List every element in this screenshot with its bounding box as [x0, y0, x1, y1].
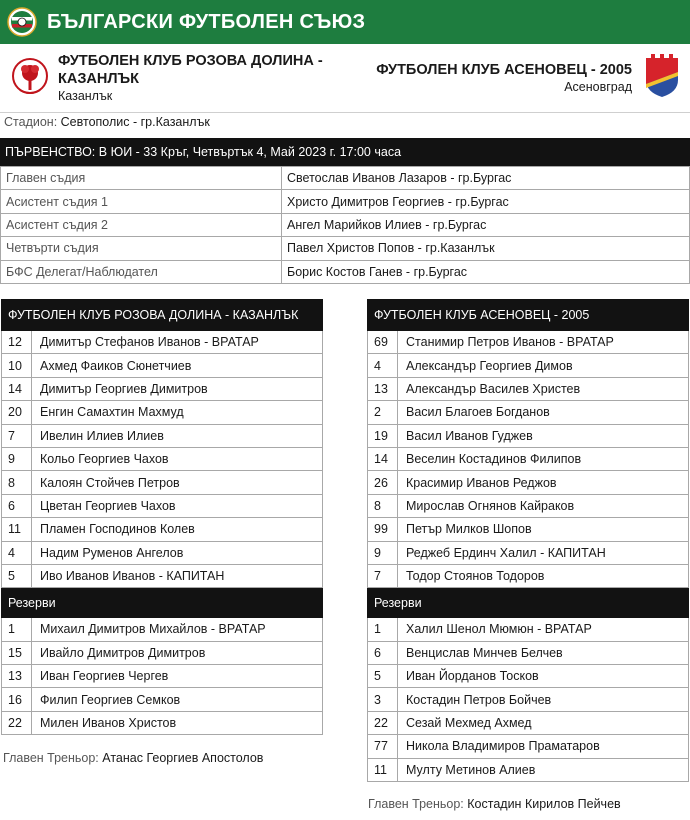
stadium-line: [0, 112, 690, 132]
player-name: Цветан Георгиев Чахов: [32, 494, 323, 517]
official-role: Главен съдия: [1, 167, 282, 190]
official-name: Борис Костов Ганев - гр.Бургас: [282, 260, 690, 283]
player-name: Димитър Георгиев Димитров: [32, 377, 323, 400]
player-name: Михаил Димитров Михайлов - ВРАТАР: [32, 618, 323, 641]
official-row: [1, 167, 690, 190]
away-coach: [368, 797, 621, 811]
player-name: Васил Благоев Богданов: [398, 401, 689, 424]
officials-table: [0, 166, 690, 284]
player-number: 22: [368, 711, 398, 734]
official-role: Асистент съдия 1: [1, 190, 282, 213]
player-name: Никола Владимиров Праматаров: [398, 735, 689, 758]
player-number: 6: [2, 494, 32, 517]
away-reserves-header-row: [368, 588, 689, 618]
home-lineup-table: [1, 299, 323, 735]
player-number: 99: [368, 518, 398, 541]
federation-header: [0, 0, 690, 44]
player-row: [2, 564, 323, 587]
player-row: [2, 494, 323, 517]
player-row: [368, 401, 689, 424]
reserve-row: [2, 641, 323, 664]
federation-title: БЪЛГАРСКИ ФУТБОЛЕН СЪЮЗ: [47, 10, 366, 33]
official-row: [1, 190, 690, 213]
player-row: [2, 401, 323, 424]
player-row: [2, 377, 323, 400]
player-name: Веселин Костадинов Филипов: [398, 447, 689, 470]
player-row: [2, 541, 323, 564]
player-row: [2, 354, 323, 377]
player-number: 15: [2, 641, 32, 664]
player-row: [2, 447, 323, 470]
official-name: Светослав Иванов Лазаров - гр.Бургас: [282, 167, 690, 190]
player-name: Ахмед Фаиков Сюнетчиев: [32, 354, 323, 377]
player-number: 5: [2, 564, 32, 587]
player-number: 8: [368, 494, 398, 517]
reserve-row: [2, 711, 323, 734]
official-name: Христо Димитров Георгиев - гр.Бургас: [282, 190, 690, 213]
away-lineup-table: [367, 299, 689, 782]
player-name: Иван Йорданов Тосков: [398, 665, 689, 688]
player-number: 16: [2, 688, 32, 711]
player-row: [368, 377, 689, 400]
player-number: 5: [368, 665, 398, 688]
official-row: [1, 260, 690, 283]
player-number: 4: [368, 354, 398, 377]
player-name: Иво Иванов Иванов - КАПИТАН: [32, 564, 323, 587]
stadium-label: Стадион:: [4, 115, 58, 129]
reserve-row: [2, 665, 323, 688]
player-name: Тодор Стоянов Тодоров: [398, 564, 689, 587]
player-name: Кольо Георгиев Чахов: [32, 447, 323, 470]
player-name: Александър Георгиев Димов: [398, 354, 689, 377]
home-team-header-row: [2, 300, 323, 331]
home-coach-label: Главен Треньор:: [3, 751, 99, 765]
player-row: [368, 564, 689, 587]
player-name: Венцислав Минчев Белчев: [398, 641, 689, 664]
player-number: 11: [368, 758, 398, 781]
away-team-title: ФУТБОЛЕН КЛУБ АСЕНОВЕЦ - 2005: [368, 300, 689, 331]
reserve-row: [368, 711, 689, 734]
reserve-row: [368, 735, 689, 758]
player-name: Пламен Господинов Колев: [32, 518, 323, 541]
reserve-row: [368, 688, 689, 711]
player-number: 6: [368, 641, 398, 664]
official-name: Ангел Марийков Илиев - гр.Бургас: [282, 213, 690, 236]
reserves-label: Резерви: [368, 588, 689, 618]
player-number: 22: [2, 711, 32, 734]
player-name: Васил Иванов Гуджев: [398, 424, 689, 447]
player-number: 9: [2, 447, 32, 470]
home-coach: [3, 751, 263, 765]
player-name: Ивелин Илиев Илиев: [32, 424, 323, 447]
home-reserves-header-row: [2, 588, 323, 618]
away-team-header-row: [368, 300, 689, 331]
official-role: Четвърти съдия: [1, 237, 282, 260]
player-row: [368, 331, 689, 354]
player-number: 7: [368, 564, 398, 587]
player-number: 20: [2, 401, 32, 424]
player-name: Петър Милков Шопов: [398, 518, 689, 541]
player-name: Мирослав Огнянов Кайраков: [398, 494, 689, 517]
player-row: [2, 518, 323, 541]
reserve-row: [368, 641, 689, 664]
home-coach-name: Атанас Георгиев Апостолов: [102, 751, 264, 765]
home-team-name: ФУТБОЛЕН КЛУБ РОЗОВА ДОЛИНА - КАЗАНЛЪК: [58, 53, 323, 87]
reserve-row: [368, 665, 689, 688]
player-number: 3: [368, 688, 398, 711]
reserve-row: [368, 618, 689, 641]
player-number: 14: [2, 377, 32, 400]
official-row: [1, 237, 690, 260]
player-number: 19: [368, 424, 398, 447]
bfu-logo-icon: [7, 7, 37, 37]
player-number: 69: [368, 331, 398, 354]
player-number: 1: [2, 618, 32, 641]
player-number: 11: [2, 518, 32, 541]
player-number: 9: [368, 541, 398, 564]
official-name: Павел Христов Попов - гр.Казанлък: [282, 237, 690, 260]
player-number: 14: [368, 447, 398, 470]
player-row: [2, 424, 323, 447]
player-number: 13: [368, 377, 398, 400]
home-team-crest-icon: [12, 54, 48, 100]
away-team-crest-icon: [644, 54, 680, 98]
player-name: Иван Георгиев Чергев: [32, 665, 323, 688]
player-number: 26: [368, 471, 398, 494]
match-info-bar: ПЪРВЕНСТВО: В ЮИ - 33 Кръг, Четвъртък 4, Май 2023 г. 17:00 часа: [0, 138, 690, 166]
player-row: [368, 541, 689, 564]
player-name: Реджеб Ердинч Халил - КАПИТАН: [398, 541, 689, 564]
away-coach-name: Костадин Кирилов Пейчев: [467, 797, 621, 811]
home-team-title: ФУТБОЛЕН КЛУБ РОЗОВА ДОЛИНА - КАЗАНЛЪК: [2, 300, 323, 331]
player-number: 8: [2, 471, 32, 494]
teams-header: [0, 44, 690, 110]
home-team-city: Казанлък: [58, 89, 113, 103]
player-name: Енгин Самахтин Махмуд: [32, 401, 323, 424]
player-number: 4: [2, 541, 32, 564]
player-number: 13: [2, 665, 32, 688]
player-number: 77: [368, 735, 398, 758]
player-name: Мулту Метинов Алиев: [398, 758, 689, 781]
player-row: [368, 354, 689, 377]
player-name: Александър Василев Христев: [398, 377, 689, 400]
player-row: [368, 494, 689, 517]
away-coach-label: Главен Треньор:: [368, 797, 464, 811]
player-row: [368, 471, 689, 494]
reserve-row: [2, 618, 323, 641]
player-name: Костадин Петров Бойчев: [398, 688, 689, 711]
player-name: Красимир Иванов Реджов: [398, 471, 689, 494]
away-team-name: ФУТБОЛЕН КЛУБ АСЕНОВЕЦ - 2005: [376, 62, 632, 78]
reserves-label: Резерви: [2, 588, 323, 618]
player-row: [2, 331, 323, 354]
official-role: БФС Делегат/Наблюдател: [1, 260, 282, 283]
player-name: Милен Иванов Христов: [32, 711, 323, 734]
player-number: 7: [2, 424, 32, 447]
player-name: Калоян Стойчев Петров: [32, 471, 323, 494]
player-number: 1: [368, 618, 398, 641]
official-role: Асистент съдия 2: [1, 213, 282, 236]
away-team-city: Асеновград: [564, 80, 632, 94]
player-number: 10: [2, 354, 32, 377]
player-number: 12: [2, 331, 32, 354]
player-name: Халил Шенол Мюмюн - ВРАТАР: [398, 618, 689, 641]
player-name: Димитър Стефанов Иванов - ВРАТАР: [32, 331, 323, 354]
player-name: Ивайло Димитров Димитров: [32, 641, 323, 664]
player-row: [368, 447, 689, 470]
stadium-value: Севтополис - гр.Казанлък: [60, 115, 210, 129]
player-name: Филип Георгиев Семков: [32, 688, 323, 711]
player-name: Надим Руменов Ангелов: [32, 541, 323, 564]
reserve-row: [368, 758, 689, 781]
player-row: [368, 518, 689, 541]
player-name: Сезай Мехмед Ахмед: [398, 711, 689, 734]
official-row: [1, 213, 690, 236]
reserve-row: [2, 688, 323, 711]
player-name: Станимир Петров Иванов - ВРАТАР: [398, 331, 689, 354]
player-number: 2: [368, 401, 398, 424]
player-row: [2, 471, 323, 494]
player-row: [368, 424, 689, 447]
